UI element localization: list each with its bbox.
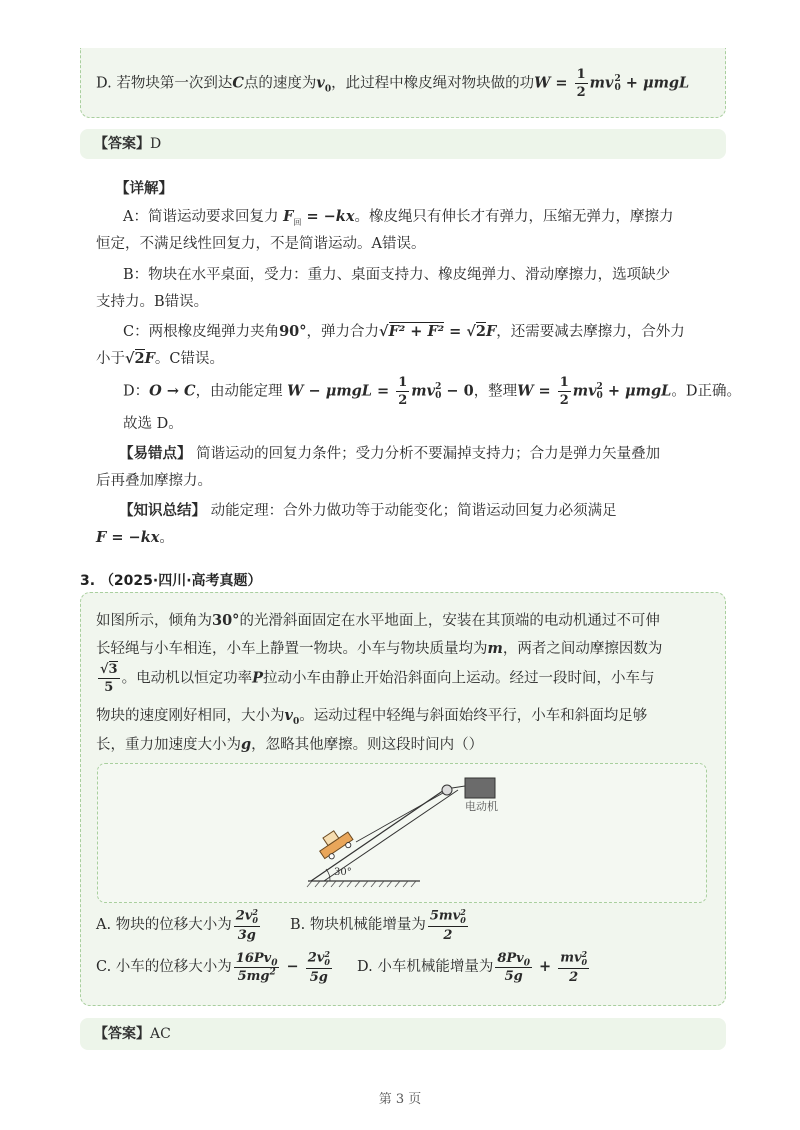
explain-b-line2: 支持力。B错误。 [96,294,209,310]
explain-a-line1: A：简谐运动要求回复力 $F_回 = -kx$。橡皮绳只有伸长才有弹力，压缩无弹力，摩擦力 [123,208,674,227]
fraction: $\frac{1}{2}$ [559,375,569,408]
explain-a-line2: 恒定，不满足线性回复力，不是简谐运动。A错误。 [96,236,426,252]
fraction: $\frac{1}{2}$ [576,67,586,100]
question-heading: 3. （2025·四川·高考真题） [80,573,262,589]
fraction: 5mv 2 0 2 [429,907,466,943]
fraction: mv 2 0 2 [560,949,588,985]
explain-b-line1: B：物块在水平桌面，受力：重力、桌面支持力、橡皮绳弹力、滑动摩擦力，选项缺少 [123,267,671,283]
motor-icon [465,778,495,798]
page-number: 第 3 页 [378,1092,422,1107]
pulley-icon [442,785,452,795]
pitfall-line2: 后再叠加摩擦力。 [96,473,212,489]
figure-box [97,763,707,903]
fraction: $\frac{16Pv_0}{5mg^2}$ [235,950,278,984]
sqrt-symbol: √ [379,323,389,340]
q3-stem-line2: 长轻绳与小车相连，小车上静置一物块。小车与物块质量均为m，两者之间动摩擦因数为 [96,640,663,657]
pitfall-line1: 【易错点】 简谐运动的回复力条件；受力分析不要漏掉支持力；合力是弹力矢量叠加 [119,446,661,462]
previous-option-d: D. 若物块第一次到达C点的速度为$v_0$，此过程中橡皮绳对物块做的功W = $\frac{1}{2}$ mv 2 0 + μmgL [96,67,690,100]
option-a: A. 物块的位移大小为 2v 2 0 3g [96,907,258,943]
q3-stem-line3: $\frac{√3}{5}$ 。电动机以恒定功率P拉动小车由静止开始沿斜面向上运动。经过一段时间，小车与 [100,662,655,695]
answer-box-q3: 【答案】AC [80,1018,726,1050]
option-d: D. 小车机械能增量为 $\frac{8Pv_0}{5g}$ + mv 2 0 2 [357,949,588,985]
explain-c-line1: C：两根橡皮绳弹力夹角90°，弹力合力√F² + F² = √2F，还需要减去摩擦力，合外力 [123,323,685,340]
angle-label: 30° [334,867,352,878]
summary-line1: 【知识总结】 动能定理：合外力做功等于动能变化；简谐运动回复力必须满足 [119,503,617,519]
incline-diagram [98,764,706,902]
q3-stem-line4: 物块的速度刚好相同，大小为$v_0$。运动过程中轻绳与斜面始终平行，小车和斜面均足够 [96,707,648,727]
explain-d-line: D：O → C，由动能定理 W − μmgL = $\frac{1}{2}$ mv 2 0 − 0，整理W = $\frac{1}{2}$ mv 2 0 + μmgL。D正确。 [123,375,741,408]
option-b: B. 物块机械能增量为 5mv 2 0 2 [290,907,466,943]
q3-stem-line1: 如图所示，倾角为30°的光滑斜面固定在水平地面上，安装在其顶端的电动机通过不可伸 [96,612,660,629]
fraction: 2v 2 0 3g [235,907,258,943]
conclusion: 故选 D。 [123,416,183,432]
fraction: $\frac{1}{2}$ [398,375,408,408]
answer-box: 【答案】D [80,129,726,159]
q3-stem-line5: 长，重力加速度大小为g，忽略其他摩擦。则这段时间内（） [96,736,484,753]
fraction: 2v 2 0 5g [307,949,330,985]
fraction: $\frac{8Pv_0}{5g}$ [497,950,530,984]
motor-label: 电动机 [465,800,498,813]
explain-c-line2: 小于√2F。C错误。 [96,350,225,367]
fraction: $\frac{√3}{5}$ [100,662,118,695]
explanation-heading: 【详解】 [115,181,173,197]
summary-line2: F = −kx。 [96,529,174,546]
option-c: C. 小车的位移大小为 $\frac{16Pv_0}{5mg^2}$ − 2v 2 0 5g [96,949,330,985]
